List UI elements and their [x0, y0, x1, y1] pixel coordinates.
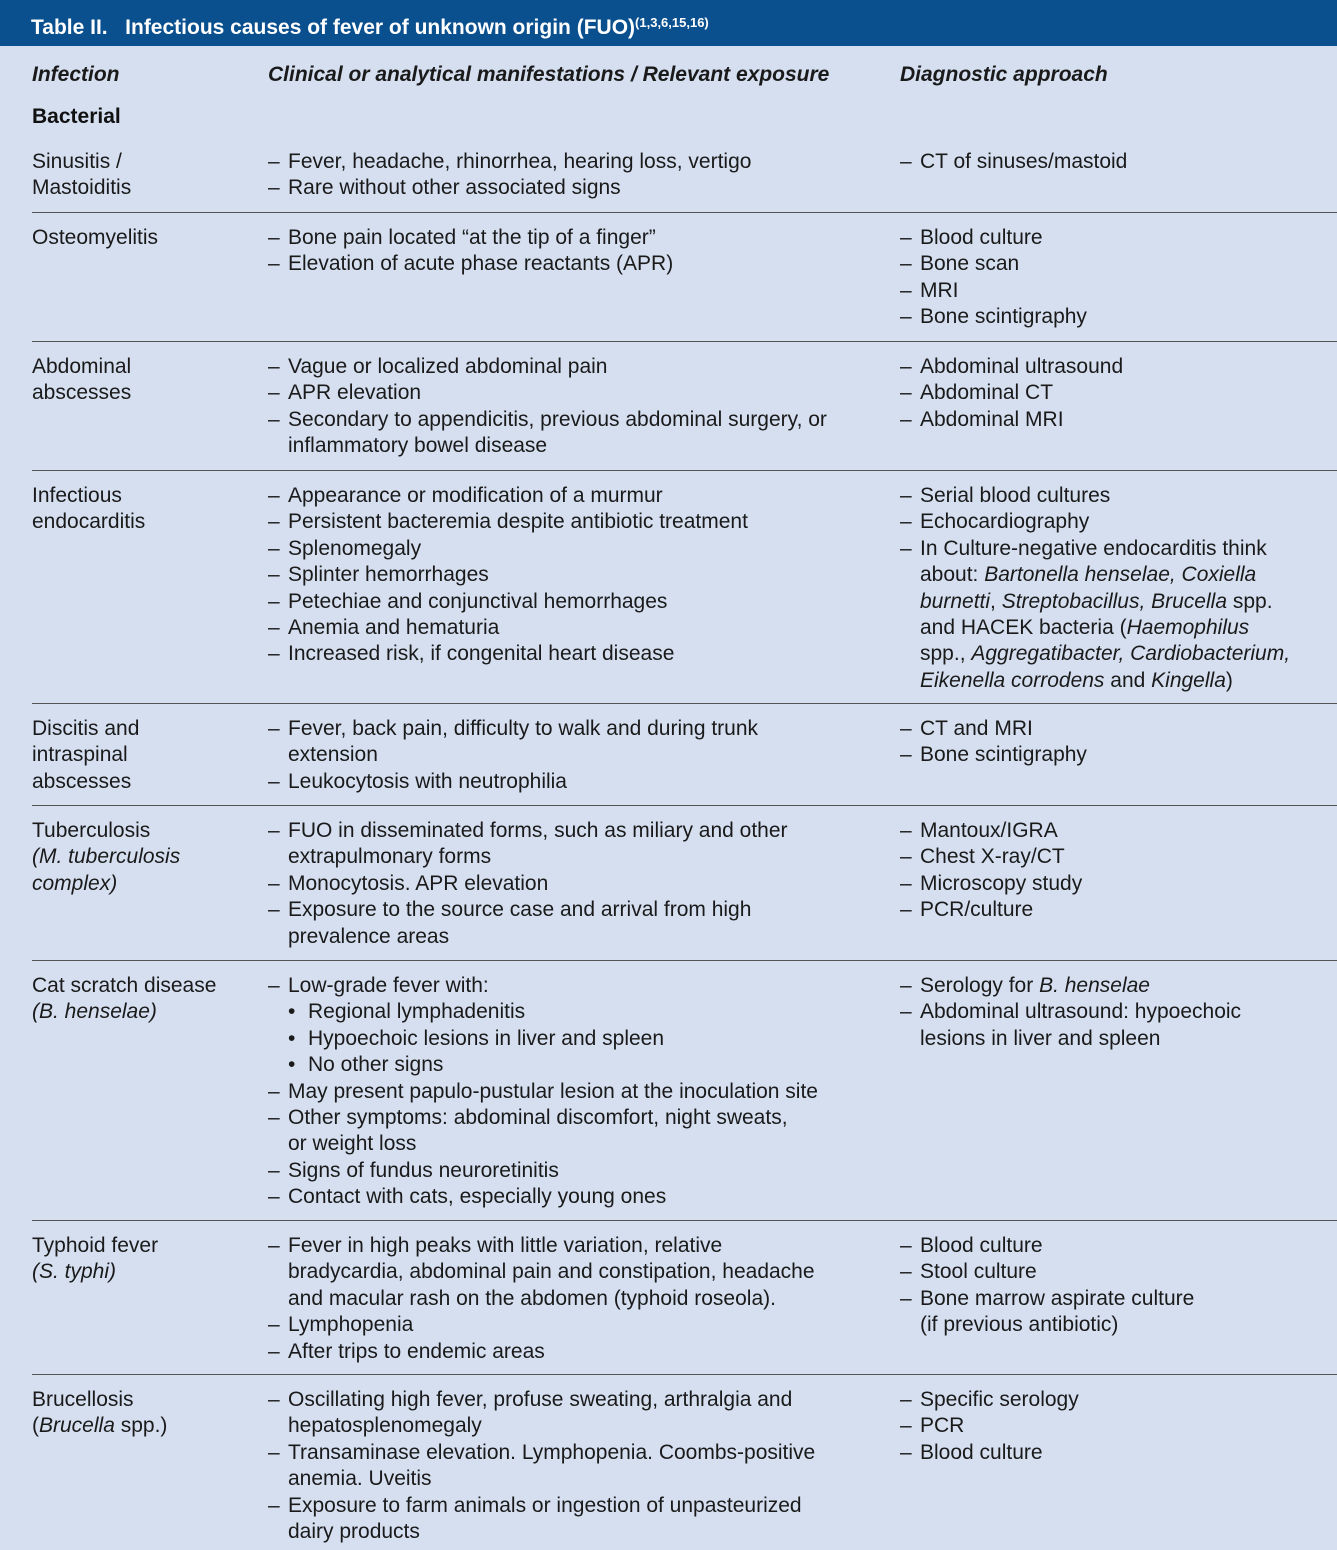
- list-item-continuation: anemia. Uveitis: [288, 1467, 432, 1491]
- infection-cell: [32, 1387, 257, 1440]
- section-bacterial: Bacterial: [32, 105, 121, 128]
- list-item: – Bone scintigraphy: [900, 743, 1087, 767]
- list-item-continuation: hepatosplenomegaly: [288, 1414, 482, 1438]
- infection-cell: [32, 818, 257, 897]
- list-item-continuation: extension: [288, 743, 378, 767]
- list-item: – Other symptoms: abdominal discomfort, night sweats,: [268, 1106, 788, 1130]
- list-item: – In Culture-negative endocarditis think: [900, 536, 1267, 560]
- list-item: – Rare without other associated signs: [268, 176, 621, 200]
- list-item: – Splinter hemorrhages: [268, 563, 489, 587]
- list-item: – Increased risk, if congenital heart disease: [268, 642, 675, 666]
- infection-name: Infectious: [32, 484, 122, 507]
- row-divider: [32, 805, 1337, 806]
- list-item: – Serology for B. henselae: [900, 974, 1150, 997]
- list-item: – Petechiae and conjunctival hemorrhages: [268, 589, 668, 613]
- manifestations-cell: [268, 149, 868, 202]
- infection-cell: [32, 973, 257, 1026]
- list-item: – Bone scan: [900, 252, 1020, 276]
- infection-cell: [32, 225, 257, 251]
- infection-name: Sinusitis /: [32, 150, 122, 173]
- infection-agent: (Brucella spp.): [32, 1414, 168, 1438]
- list-item: – Bone scintigraphy: [900, 305, 1087, 329]
- list-item: – Low-grade fever with:: [268, 974, 489, 997]
- list-item: – Vague or localized abdominal pain: [268, 355, 608, 378]
- list-item: – Specific serology: [900, 1388, 1079, 1411]
- table-row: [0, 483, 1337, 704]
- list-item-continuation: lesions in liver and spleen: [920, 1026, 1161, 1050]
- row-divider: [32, 1220, 1337, 1221]
- infection-agent: (B. henselae): [32, 1000, 157, 1024]
- manifestations-cell: [268, 716, 868, 795]
- sub-list-item: • Regional lymphadenitis: [288, 1000, 526, 1024]
- list-item: – Splenomegaly: [268, 536, 422, 560]
- infection-name: abscesses: [32, 381, 132, 405]
- infection-cell: [32, 716, 257, 795]
- list-item-continuation: or weight loss: [288, 1132, 417, 1156]
- list-item: – CT and MRI: [900, 717, 1033, 740]
- list-item-continuation: inflammatory bowel disease: [288, 434, 548, 458]
- manifestations-cell: [268, 354, 868, 460]
- list-item-continuation: bradycardia, abdominal pain and constipation, headache: [288, 1260, 815, 1284]
- list-item: – Blood culture: [900, 1440, 1043, 1464]
- diagnostic-cell: [900, 1233, 1320, 1339]
- manifestations-cell: [268, 225, 868, 278]
- row-divider: [32, 341, 1337, 342]
- infection-name: Cat scratch disease: [32, 974, 217, 997]
- list-item: – Signs of fundus neuroretinitis: [268, 1158, 559, 1182]
- header-infection: Infection: [32, 63, 120, 86]
- table-title-refs: (1,3,6,15,16): [635, 15, 709, 30]
- table-row: [0, 818, 1337, 961]
- list-item: – Blood culture: [900, 1234, 1043, 1257]
- list-item: – Serial blood cultures: [900, 484, 1111, 507]
- list-item-continuation: and macular rash on the abdomen (typhoid roseola).: [288, 1286, 776, 1310]
- list-item: – Abdominal CT: [900, 381, 1054, 405]
- infection-name: Discitis and: [32, 717, 140, 740]
- list-item: – Appearance or modification of a murmur: [268, 484, 663, 507]
- sub-list-item: • No other signs: [288, 1053, 444, 1077]
- list-item: – Abdominal MRI: [900, 407, 1064, 431]
- manifestations-cell: [268, 818, 868, 950]
- diagnostic-cell: [900, 149, 1320, 175]
- list-item: – Stool culture: [900, 1260, 1037, 1284]
- list-item: – Chest X-ray/CT: [900, 845, 1065, 869]
- list-item: – Bone marrow aspirate culture: [900, 1286, 1195, 1310]
- list-item: – Abdominal ultrasound: hypoechoic: [900, 1000, 1242, 1024]
- list-item: – Transaminase elevation. Lymphopenia. Coombs-positive: [268, 1440, 816, 1464]
- list-item: – Leukocytosis with neutrophilia: [268, 769, 567, 793]
- header-diagnostic: Diagnostic approach: [900, 63, 1108, 86]
- table-row: [0, 973, 1337, 1221]
- list-item: – CT of sinuses/mastoid: [900, 150, 1128, 173]
- list-item: – Exposure to farm animals or ingestion of unpasteurized: [268, 1493, 802, 1517]
- list-item: – Blood culture: [900, 226, 1043, 249]
- diagnostic-cell: [900, 818, 1320, 924]
- list-item: – Abdominal ultrasound: [900, 355, 1124, 378]
- list-item-continuation: about: Bartonella henselae, Coxiella: [920, 563, 1257, 587]
- list-item: – Contact with cats, especially young ones: [268, 1185, 667, 1209]
- table-row: [0, 225, 1337, 342]
- list-item: – Bone pain located “at the tip of a finger”: [268, 226, 656, 249]
- list-item-continuation: extrapulmonary forms: [288, 845, 492, 869]
- infection-name: endocarditis: [32, 510, 146, 534]
- manifestations-cell: [268, 973, 868, 1211]
- row-divider: [32, 212, 1337, 213]
- diagnostic-cell: [900, 225, 1320, 331]
- list-item-continuation: and HACEK bacteria (Haemophilus: [920, 616, 1250, 640]
- list-item: – Microscopy study: [900, 871, 1083, 895]
- row-divider: [32, 470, 1337, 471]
- list-item: – Persistent bacteremia despite antibiotic treatment: [268, 510, 748, 534]
- list-item: – After trips to endemic areas: [268, 1339, 545, 1363]
- infection-name: Tuberculosis: [32, 819, 151, 842]
- list-item: – FUO in disseminated forms, such as miliary and other: [268, 819, 788, 842]
- row-divider: [32, 960, 1337, 961]
- list-item-continuation: Eikenella corrodens and Kingella): [920, 668, 1233, 692]
- list-item: – Echocardiography: [900, 510, 1090, 534]
- header-manifestations: Clinical or analytical manifestations / Relevant exposure: [268, 63, 830, 86]
- diagnostic-cell: [900, 354, 1320, 433]
- row-divider: [32, 1374, 1337, 1375]
- infection-agent: complex): [32, 871, 118, 895]
- infection-name: Brucellosis: [32, 1388, 134, 1411]
- list-item: – Lymphopenia: [268, 1313, 414, 1337]
- table-title-text: Infectious causes of fever of unknown origin (FUO): [125, 16, 636, 39]
- infection-cell: [32, 354, 257, 407]
- list-item: – Fever, back pain, difficulty to walk and during trunk: [268, 717, 759, 740]
- list-item: – Exposure to the source case and arrival from high: [268, 898, 752, 922]
- infection-name: Osteomyelitis: [32, 226, 159, 249]
- list-item: – MRI: [900, 278, 959, 302]
- infection-agent: (M. tuberculosis: [32, 845, 181, 869]
- list-item-continuation: (if previous antibiotic): [920, 1313, 1119, 1337]
- diagnostic-cell: [900, 483, 1320, 694]
- infection-name: Mastoiditis: [32, 176, 132, 200]
- diagnostic-cell: [900, 973, 1320, 1052]
- manifestations-cell: [268, 1233, 868, 1365]
- table-row: [0, 716, 1337, 806]
- table-row: [0, 149, 1337, 213]
- infection-cell: [32, 483, 257, 536]
- list-item: – APR elevation: [268, 381, 422, 405]
- list-item-continuation: spp., Aggregatibacter, Cardiobacterium,: [920, 642, 1291, 666]
- table-row: [0, 1233, 1337, 1375]
- table-row: [0, 1387, 1337, 1550]
- infection-name: Abdominal: [32, 355, 132, 378]
- table-row: [0, 354, 1337, 471]
- table-label: Table II.: [31, 16, 108, 39]
- list-item: – Mantoux/IGRA: [900, 819, 1058, 842]
- table-title: [0, 0, 1337, 46]
- infection-agent: (S. typhi): [32, 1260, 117, 1284]
- list-item: – Fever, headache, rhinorrhea, hearing loss, vertigo: [268, 150, 752, 173]
- list-item: – Oscillating high fever, profuse sweating, arthralgia and: [268, 1388, 793, 1411]
- row-divider: [32, 703, 1337, 704]
- list-item-continuation: burnetti, Streptobacillus, Brucella spp.: [920, 589, 1273, 613]
- infection-cell: [32, 1233, 257, 1286]
- list-item: – Secondary to appendicitis, previous abdominal surgery, or: [268, 407, 827, 431]
- diagnostic-cell: [900, 1387, 1320, 1466]
- infection-name: abscesses: [32, 769, 132, 793]
- list-item: – Anemia and hematuria: [268, 616, 500, 640]
- sub-list-item: • Hypoechoic lesions in liver and spleen: [288, 1026, 665, 1050]
- infection-name: intraspinal: [32, 743, 128, 767]
- diagnostic-cell: [900, 716, 1320, 769]
- list-item-continuation: prevalence areas: [288, 924, 450, 948]
- list-item: – PCR/culture: [900, 898, 1034, 922]
- infection-name: Typhoid fever: [32, 1234, 159, 1257]
- list-item: – PCR: [900, 1414, 965, 1438]
- list-item-continuation: dairy products: [288, 1520, 420, 1544]
- infection-cell: [32, 149, 257, 202]
- list-item: – Elevation of acute phase reactants (APR): [268, 252, 674, 276]
- list-item: – May present papulo-pustular lesion at the inoculation site: [268, 1079, 818, 1103]
- manifestations-cell: [268, 1387, 868, 1545]
- list-item: – Monocytosis. APR elevation: [268, 871, 549, 895]
- list-item: – Fever in high peaks with little variation, relative: [268, 1234, 723, 1257]
- manifestations-cell: [268, 483, 868, 668]
